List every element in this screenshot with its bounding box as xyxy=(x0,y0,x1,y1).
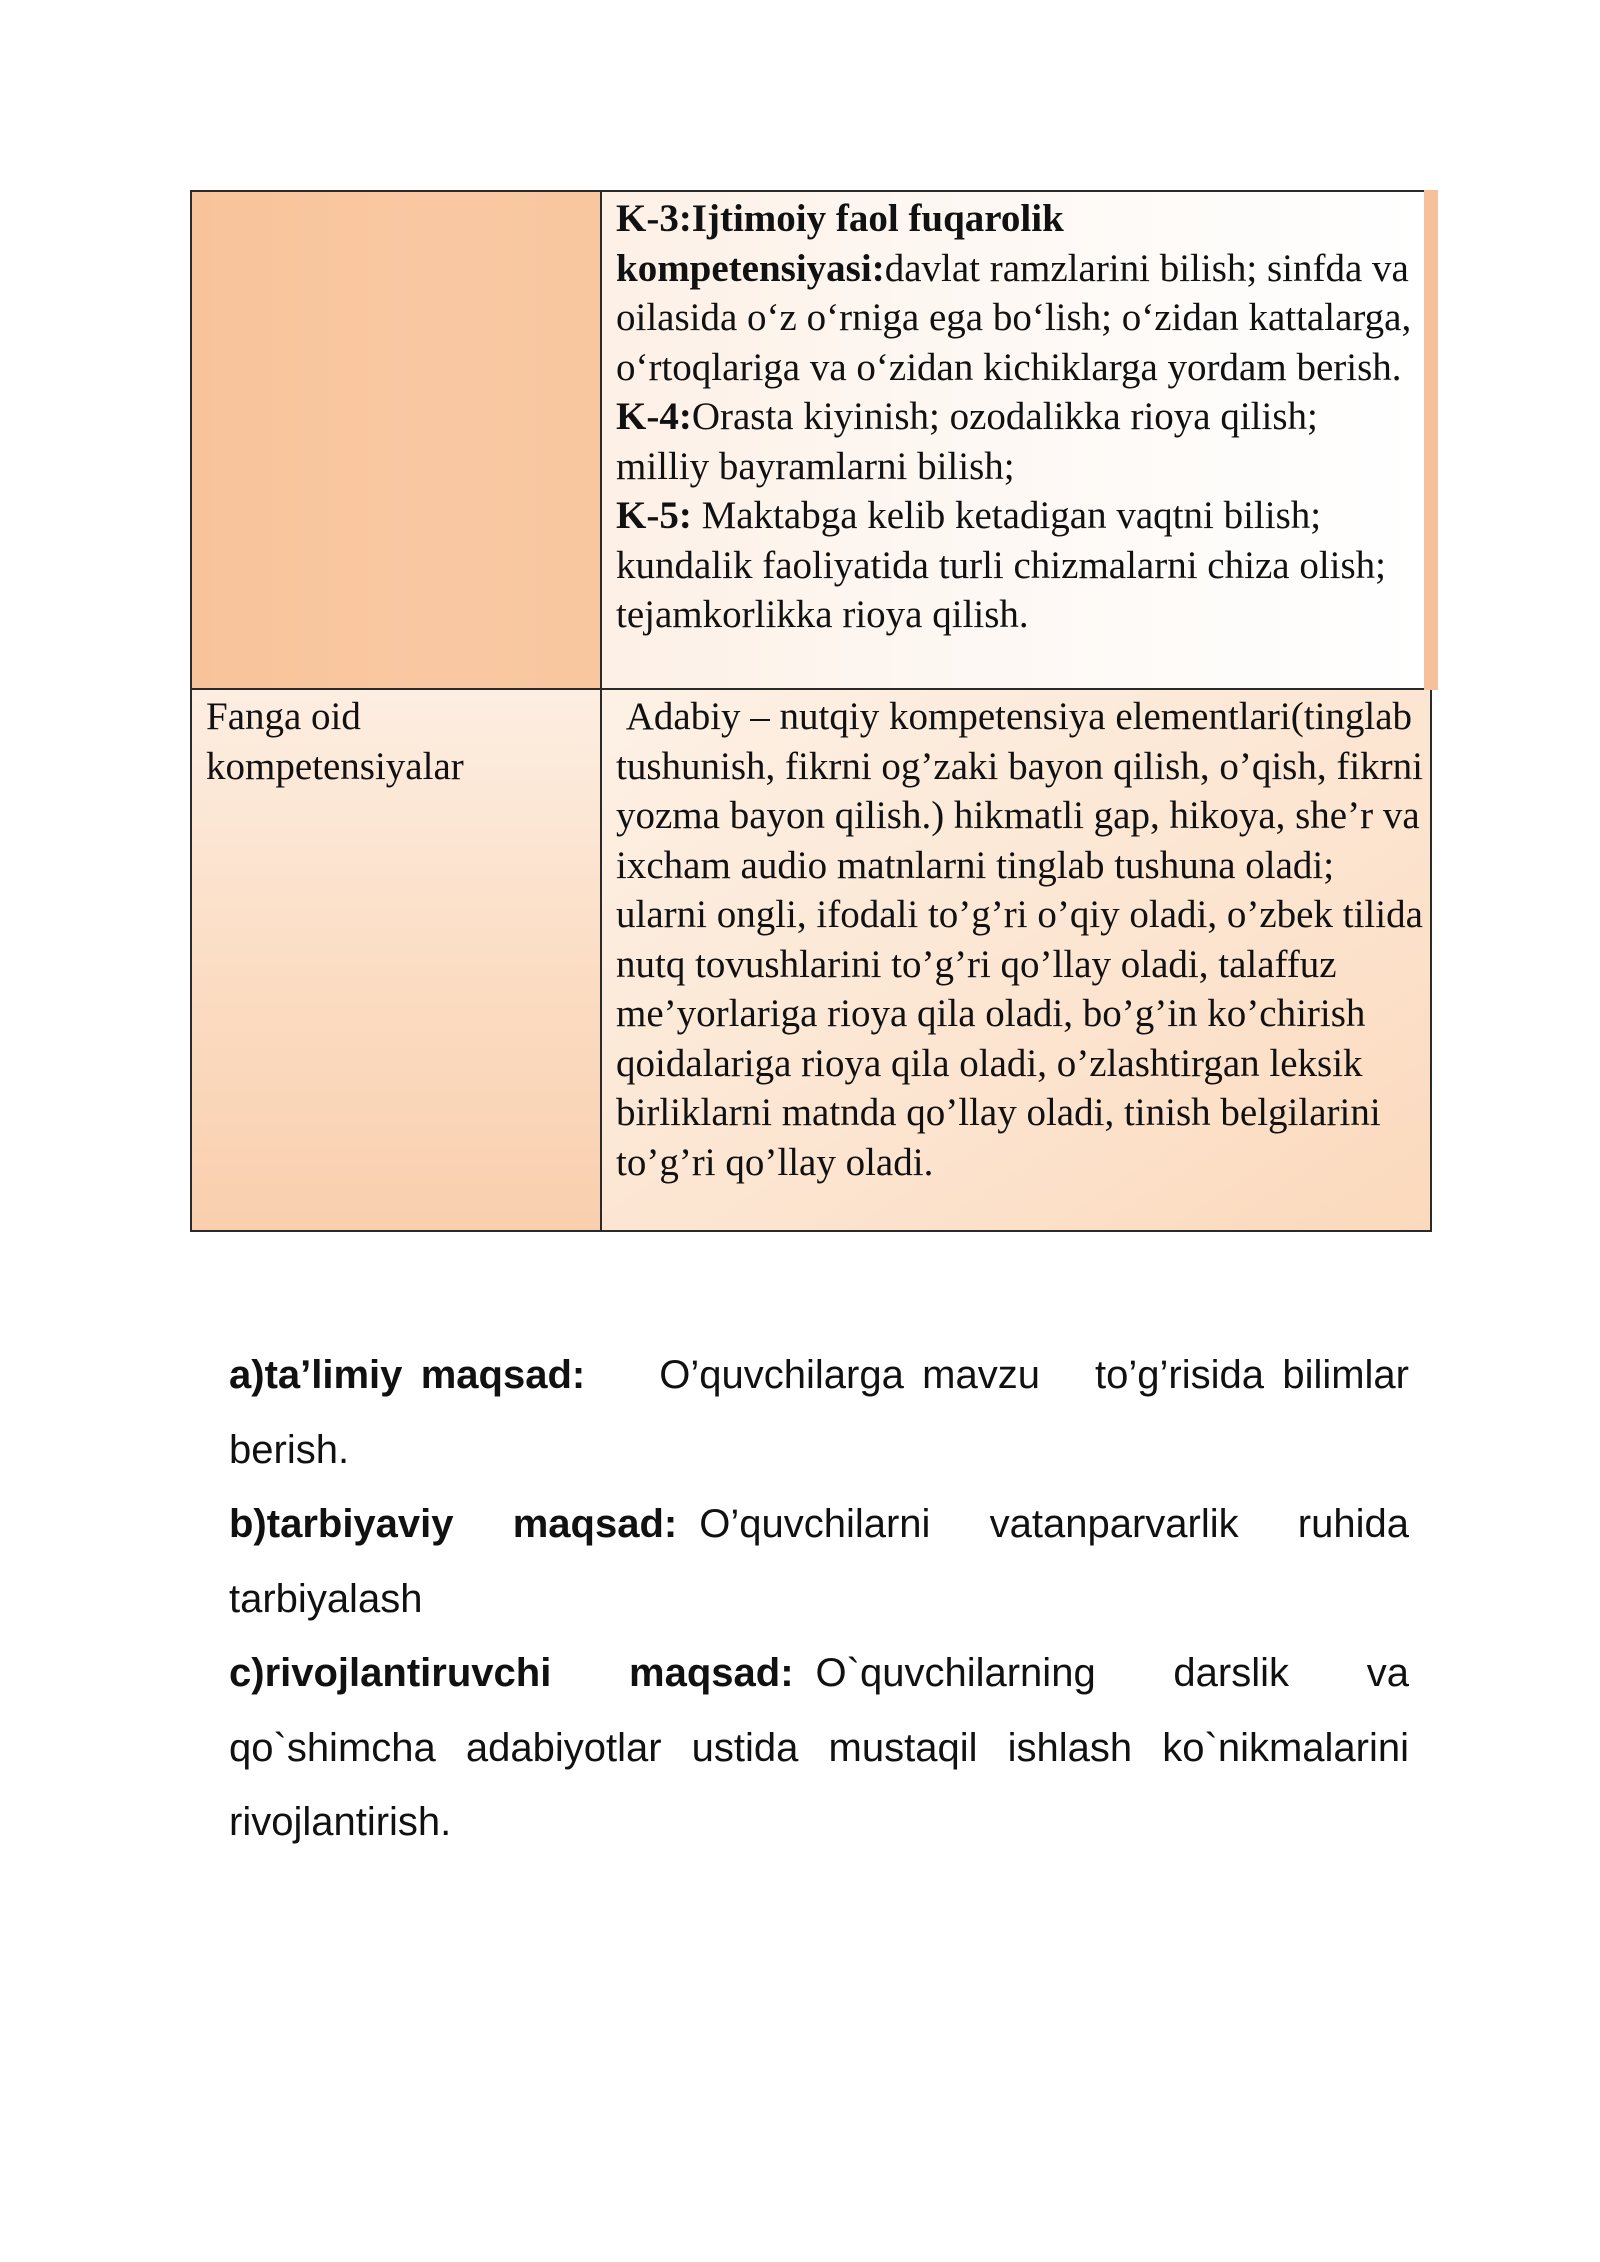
k3-text: davlat ramzlarini bilish; sinfda va oilasida o‘z o‘rniga ega bo‘lish; o‘zidan kattalarga, o‘rtoqlariga va o‘zidan kichiklarga yordam berish. xyxy=(616,246,1412,389)
table-row xyxy=(191,191,1431,689)
k4-paragraph xyxy=(616,392,1418,491)
table-cell-empty xyxy=(191,191,601,689)
subject-competencies-text: Adabiy – nutqiy kompetensiya elementlari(tinglab tushunish, fikrni og’zaki bayon qilish, o’qish, fikrni yozma bayon qilish.) hikmatli gap, hikoya, she’r va ixcham audio matnlarni tinglab tushuna oladi; ularni ongli, ifodali to’g’ri o’qiy oladi, o’zbek tilida nutq tovushlarini to’g’ri qo’llay oladi, talaffuz me’yorlariga rioya qila oladi, bo’g’in ko’chirish qoidalariga rioya qila oladi, o’zlashtirgan leksik birliklarni matnda qo’llay oladi, tinish belgilarini to’g’ri qo’llay oladi. xyxy=(616,695,1433,1184)
developmental-goal xyxy=(229,1636,1409,1860)
developmental-goal-text: O`quvchilarning darslik va qo`shimcha adabiyotlar ustida mustaqil ishlash ko`nikmalarini rivojlantirish. xyxy=(229,1651,1409,1844)
subject-competencies-label: Fanga oid kompetensiyalar xyxy=(206,695,464,788)
educational-goal-text: O’quvchilarga mavzu to’g’risida bilimlar berish. xyxy=(229,1353,1421,1472)
table-cell-subject-label xyxy=(191,689,601,1231)
table-cell-general-competencies xyxy=(601,191,1431,689)
k5-label: K-5: xyxy=(616,494,692,537)
k3-label: K-3:Ijtimoiy faol fuqarolik kompetensiyasi: xyxy=(616,197,1064,290)
upbringing-goal-text: O’quvchilarni vatanparvarlik ruhida tarbiyalash xyxy=(229,1502,1409,1621)
upbringing-goal-label: b)tarbiyaviy maqsad: xyxy=(229,1502,678,1546)
k5-text: Maktabga kelib ketadigan vaqtni bilish; kundalik faoliyatida turli chizmalarni chiza olish; tejamkorlikka rioya qilish. xyxy=(616,494,1387,636)
educational-goal xyxy=(229,1338,1421,1487)
table-row xyxy=(191,689,1431,1231)
upbringing-goal xyxy=(229,1487,1409,1636)
k5-paragraph xyxy=(616,491,1418,640)
k4-label: K-4: xyxy=(616,395,692,438)
lesson-goals xyxy=(229,1338,1421,1860)
educational-goal-label: a)ta’limiy maqsad: xyxy=(229,1353,586,1397)
competency-table xyxy=(190,190,1438,1232)
developmental-goal-label: c)rivojlantiruvchi maqsad: xyxy=(229,1651,794,1695)
k3-paragraph xyxy=(616,194,1418,392)
k4-text: Orasta kiyinish; ozodalikka rioya qilish; milliy bayramlarni bilish; xyxy=(616,395,1318,488)
table-cell-subject-competencies xyxy=(601,689,1431,1231)
